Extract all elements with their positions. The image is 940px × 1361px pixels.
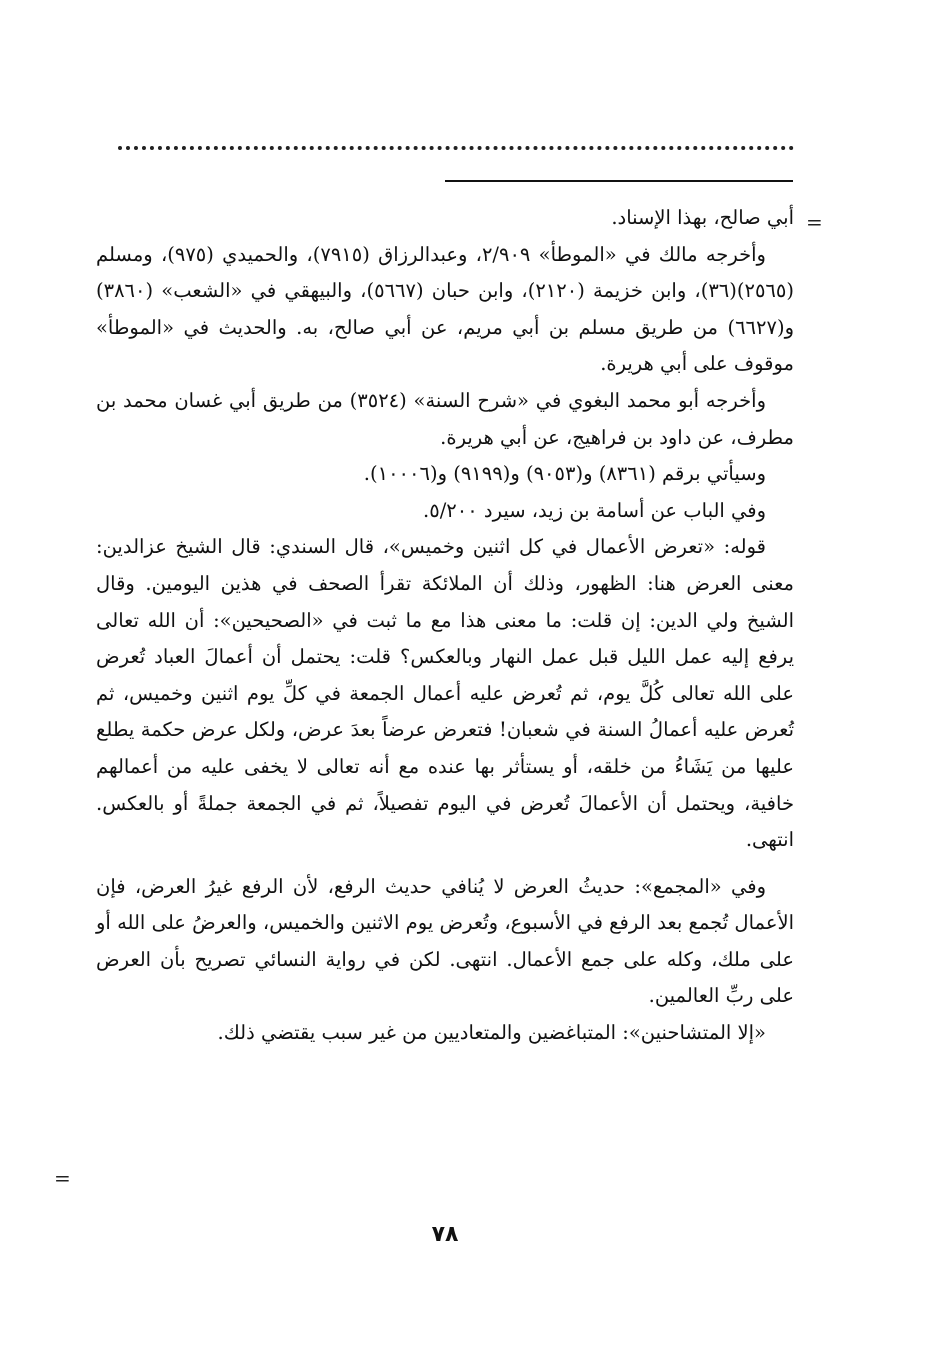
continuation-mark-end: = (54, 1166, 71, 1190)
footnote-text (96, 200, 794, 1052)
paragraph-bab: وفي الباب عن أسامة بن زيد، سيرد ٥/٢٠٠. (423, 498, 766, 522)
paragraph-isnad: أبي صالح، بهذا الإسناد. (611, 206, 794, 229)
paragraph-commentary-sindi: قوله: «تعرض الأعمال في كل اثنين وخميس»، قال السندي: قال الشيخ عزالدين: معنى العرض هنا: الظهور، وذلك أن الملائكة تقرأ الصحف في هذين اليومين. وقال الشيخ ولي الدين: إن قلت: ما معنى هذا مع ما ثبت في «الصحيحين»: أن الله تعالى يرفع إليه عمل الليل قبل عمل النهار وبالعكس؟ قلت: يحتمل أن أعمالَ العباد تُعرض على الله تعالى كُلَّ يوم، ثم تُعرض عليه أعمال الجمعة في كلِّ يوم اثنين وخميس، ثم تُعرض عليه أعمالُ السنة في شعبان! فتعرض عرضاً بعدَ عرض، ولكل عرض حكمة يطلع عليها من يَشَاءُ من خلقه، أو يستأثر بها عنده مع أنه تعالى لا يخفى عليه من أعمالهم خافية، ويحتمل أن الأعمالَ تُعرض في اليوم تفصيلاً، ثم في الجمعة جملةً أو بالعكس. انتهى. (96, 535, 794, 852)
paragraph-takhrij-baghawi: وأخرجه أبو محمد البغوي في «شرح السنة» (٣٥٢٤) من طريق أبي غسان محمد بن مطرف، عن داود بن فراهيج، عن أبي هريرة. (96, 388, 794, 449)
paragraph-cross-reference: وسيأتي برقم (٨٣٦١) و(٩٠٥٣) و(٩١٩٩) و(١٠٠٠٦). (363, 462, 766, 486)
footnote-separator-line (445, 180, 793, 182)
continuation-mark-start: = (806, 210, 823, 234)
dotted-separator (118, 146, 794, 150)
page-number-text: ٧٨ (431, 1222, 459, 1247)
paragraph-mutashahinin: «إلا المتشاحنين»: المتباغضين والمتعاديين من غير سبب يقتضي ذلك. (217, 1021, 766, 1045)
page-number (0, 1220, 940, 1250)
paragraph-takhrij-malik: وأخرجه مالك في «الموطأ» ٢/٩٠٩، وعبدالرزاق (٧٩١٥)، والحميدي (٩٧٥)، ومسلم (٢٥٦٥)(٣٦)، وابن خزيمة (٢١٢٠)، وابن حبان (٥٦٦٧)، والبيهقي في «الشعب» (٣٨٦٠) و(٦٦٢٧) من طريق مسلم بن أبي مريم، عن أبي صالح، به. والحديث في «الموطأ» موقوف على أبي هريرة. (96, 242, 794, 376)
paragraph-majma: وفي «المجمع»: حديثُ العرض لا يُنافي حديث الرفع، لأن الرفع غيرُ العرض، فإن الأعمال تُجمع بعد الرفع في الأسبوع، وتُعرض يوم الاثنين والخميس، والعرضُ على الله أو على ملك، وكله على جمع الأعمال. انتهى. لكن في رواية النسائي تصريح بأن العرض على ربِّ العالمين. (96, 874, 794, 1008)
